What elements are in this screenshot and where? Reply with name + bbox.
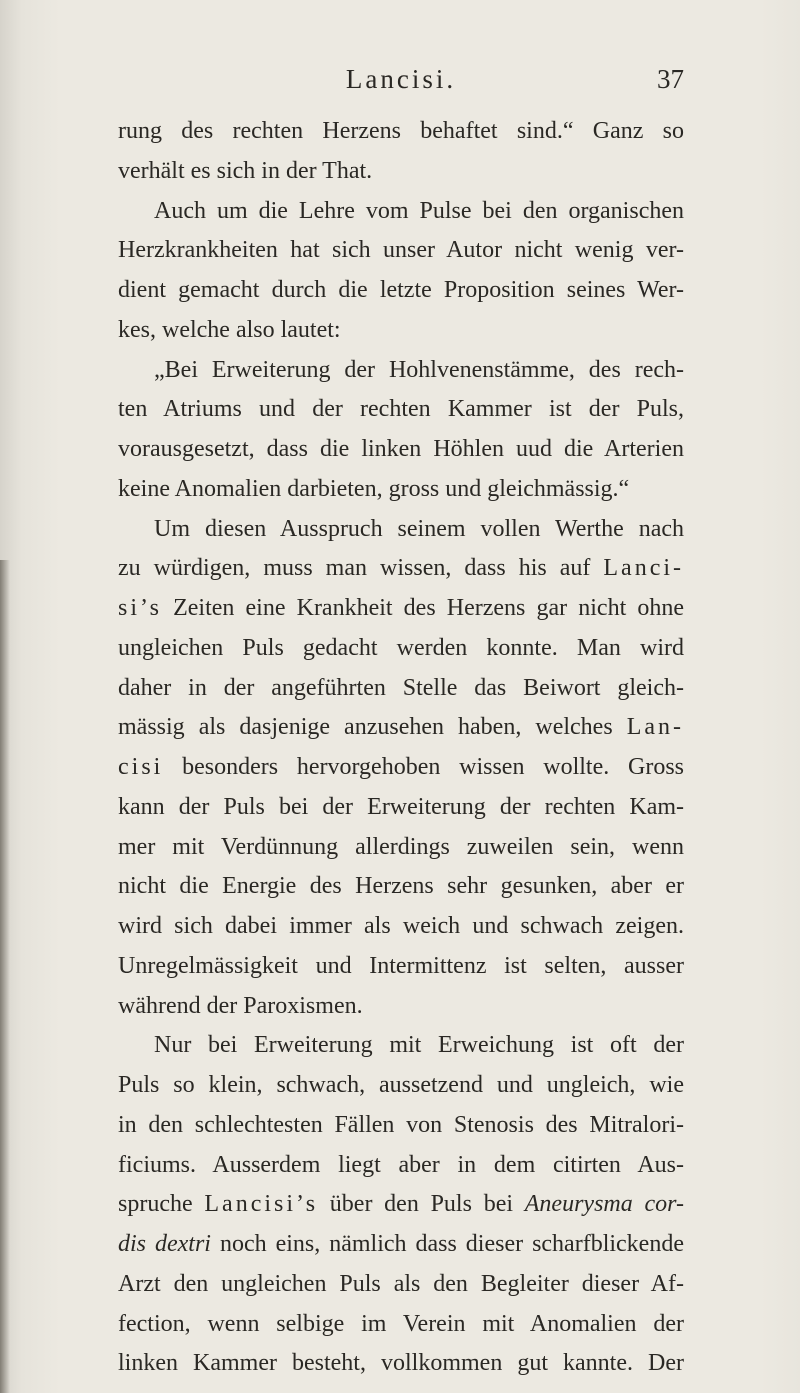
- text-line: Um diesen Ausspruch seinem vollen Werthe nach: [154, 515, 684, 542]
- text-line: si’s Zeiten eine Krankheit des Herzens gar nicht ohne: [118, 595, 684, 621]
- text-line: während der Paroxismen.: [118, 992, 363, 1019]
- text-line: verhält es sich in der That.: [118, 157, 373, 184]
- spaced-name: Lancisi’s: [204, 1191, 319, 1218]
- text-line: ficiums. Ausserdem liegt aber in dem citirten Aus-: [118, 1151, 684, 1178]
- italic-term: dis dextri: [118, 1231, 211, 1257]
- text-line: mässig als dasjenige anzusehen haben, welches Lan-: [118, 714, 684, 741]
- text-line: Auch um die Lehre vom Pulse bei den organischen: [154, 197, 684, 224]
- text-line: keine Anomalien darbieten, gross und gleichmässig.“: [118, 475, 630, 502]
- text-line: wird sich dabei immer als weich und schwach zeigen.: [118, 913, 684, 939]
- text-line: spruche Lancisi’s über den Puls bei Aneurysma cor-: [118, 1191, 684, 1218]
- binding-shadow: [0, 560, 10, 1393]
- text-line: ungleichen Puls gedacht werden konnte. Man wird: [118, 634, 684, 661]
- text-line: cisi besonders hervorgehoben wissen wollte. Gross: [118, 754, 684, 780]
- text-line: kann der Puls bei der Erweiterung der rechten Kam-: [118, 793, 684, 820]
- spaced-name: Lan-: [626, 714, 684, 741]
- text-line: nicht die Energie des Herzens sehr gesunken, aber er: [118, 873, 684, 900]
- text-line: Arzt den ungleichen Puls als den Begleiter dieser Af-: [118, 1270, 684, 1297]
- text-line: dis dextri noch eins, nämlich dass dieser scharfblickende: [118, 1231, 684, 1257]
- running-head: Lancisi.: [345, 64, 457, 94]
- text-line: kes, welche also lautet:: [118, 316, 341, 343]
- spaced-name: Lanci-: [603, 555, 684, 582]
- text-line: Nur bei Erweiterung mit Erweichung ist oft der: [154, 1032, 684, 1059]
- text-line: vorausgesetzt, dass die linken Höhlen uud die Arterien: [118, 436, 684, 462]
- text-line: Herzkrankheiten hat sich unser Autor nicht wenig ver-: [118, 237, 684, 264]
- text-line: linken Kammer besteht, vollkommen gut kannte. Der: [118, 1350, 684, 1377]
- spaced-name: cisi: [118, 754, 164, 780]
- text-line: dient gemacht durch die letzte Proposition seines Wer-: [118, 277, 684, 303]
- text-line: in den schlechtesten Fällen von Stenosis des Mitralori-: [118, 1111, 684, 1138]
- text-line: rung des rechten Herzens behaftet sind.“ Ganz so: [118, 118, 684, 144]
- text-line: Unregelmässigkeit und Intermittenz ist selten, ausser: [118, 952, 684, 979]
- text-line: „Bei Erweiterung der Hohlvenenstämme, des rech-: [154, 356, 684, 383]
- page-number: 37: [657, 64, 684, 94]
- text-line: mer mit Verdünnung allerdings zuweilen sein, wenn: [118, 833, 684, 860]
- body-text: [118, 112, 684, 1384]
- text-line: daher in der angeführten Stelle das Beiwort gleich-: [118, 674, 684, 701]
- page-header: [118, 64, 684, 98]
- italic-term: Aneurysma cor-: [524, 1191, 684, 1218]
- text-line: Puls so klein, schwach, aussetzend und ungleich, wie: [118, 1072, 684, 1098]
- text-line: ten Atriums und der rechten Kammer ist der Puls,: [118, 396, 684, 423]
- text-line: fection, wenn selbige im Verein mit Anomalien der: [118, 1310, 684, 1337]
- spaced-name: si’s: [118, 595, 163, 621]
- text-line: zu würdigen, muss man wissen, dass his auf Lanci-: [118, 555, 684, 582]
